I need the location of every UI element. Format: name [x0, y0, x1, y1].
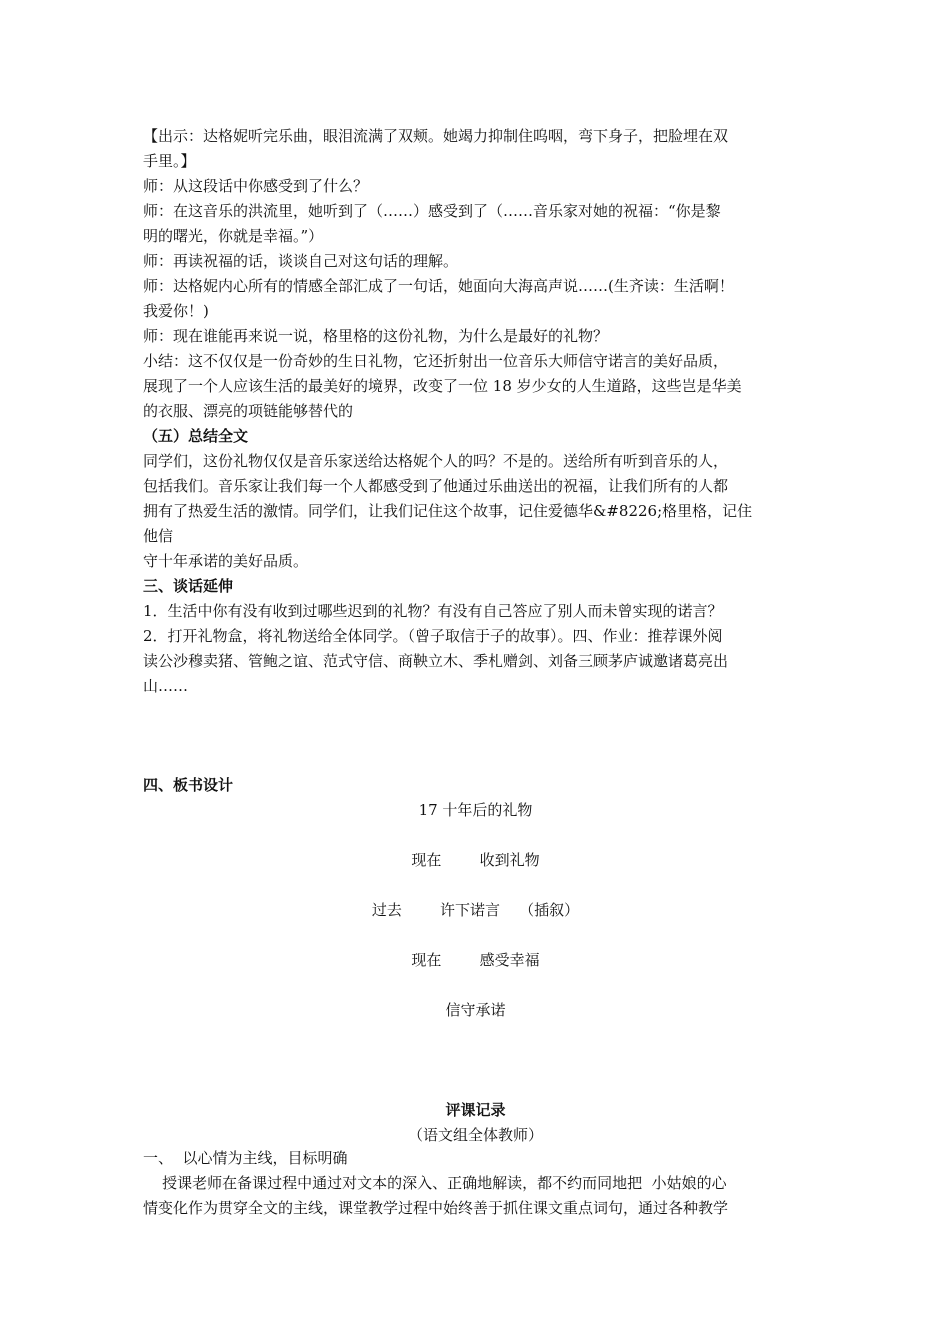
text-line: 师：从这段话中你感受到了什么？ [143, 177, 369, 195]
text-line: 明的曙光，你就是幸福。”） [143, 227, 324, 245]
text-line: 同学们，这份礼物仅仅是音乐家送给达格妮个人的吗？不是的。送给所有听到音乐的人， [143, 452, 729, 470]
board-row: 过去 许下诺言 （插叙） [371, 901, 580, 919]
board-row: 信守承诺 [445, 1001, 506, 1019]
section-heading-summary: （五）总结全文 [143, 427, 249, 445]
lines-part3 [143, 599, 808, 699]
review-point: 一、 以心情为主线，目标明确 [143, 1149, 348, 1167]
text-line: 山…… [143, 677, 189, 695]
lines-part2 [143, 449, 808, 574]
text-line: 小结：这不仅仅是一份奇妙的生日礼物，它还折射出一位音乐大师信守诺言的美好品质， [143, 352, 729, 370]
review-paragraph-line: 授课老师在备课过程中通过对文本的深入、正确地解读，都不约而同地把 小姑娘的心 [143, 1174, 727, 1192]
text-line: 展现了一个人应该生活的最美好的境界，改变了一位 18 岁少女的人生道路，这些岂是华美 [143, 377, 742, 395]
text-line: 2．打开礼物盒，将礼物送给全体同学。（曾子取信于子的故事）。四、作业：推荐课外阅 [143, 627, 723, 645]
text-line: 【出示：达格妮听完乐曲，眼泪流满了双颊。她竭力抑制住呜咽，弯下身子，把脸埋在双 [143, 127, 729, 145]
text-line: 守十年承诺的美好品质。 [143, 552, 309, 570]
text-line: 师：在这音乐的洪流里，她听到了（……）感受到了（……音乐家对她的祝福：“你是黎 [143, 202, 721, 220]
text-line: 读公沙穆卖猪、管鲍之谊、范式守信、商鞅立木、季札赠剑、刘备三顾茅庐诚邀诸葛亮出 [143, 652, 729, 670]
lesson-body [143, 124, 808, 699]
text-line: 师：达格妮内心所有的情感全部汇成了一句话，她面向大海高声说……(生齐读：生活啊！ [143, 277, 734, 295]
section-heading-board: 四、板书设计 [143, 776, 234, 794]
board-row: 现在 收到礼物 [411, 851, 540, 869]
text-line: 1．生活中你有没有收到过哪些迟到的礼物？有没有自己答应了别人而未曾实现的诺言？ [143, 602, 723, 620]
text-line: 包括我们。音乐家让我们每一个人都感受到了他通过乐曲送出的祝福，让我们所有的人都 [143, 477, 729, 495]
text-line: 拥有了热爱生活的激情。同学们，让我们记住这个故事，记住爱德华&#8226;格里格，记住 [143, 502, 753, 520]
lines-part1 [143, 124, 808, 424]
text-line: 手里。】 [143, 152, 196, 170]
text-line: 师：现在谁能再来说一说，格里格的这份礼物，为什么是最好的礼物？ [143, 327, 609, 345]
text-line: 的衣服、漂亮的项链能够替代的 [143, 402, 354, 420]
text-line: 师：再读祝福的话，谈谈自己对这句话的理解。 [143, 252, 459, 270]
text-line: 我爱你！) [143, 302, 209, 320]
board-row: 现在 感受幸福 [411, 951, 540, 969]
review-subtitle: （语文组全体教师） [407, 1126, 543, 1144]
review-title: 评课记录 [445, 1101, 506, 1119]
board-title: 17 十年后的礼物 [418, 801, 533, 819]
section-heading-extension: 三、谈话延伸 [143, 577, 234, 595]
review-paragraph-line: 情变化作为贯穿全文的主线，课堂教学过程中始终善于抓住课文重点词句，通过各种教学 [143, 1199, 729, 1217]
text-line: 他信 [143, 527, 174, 545]
